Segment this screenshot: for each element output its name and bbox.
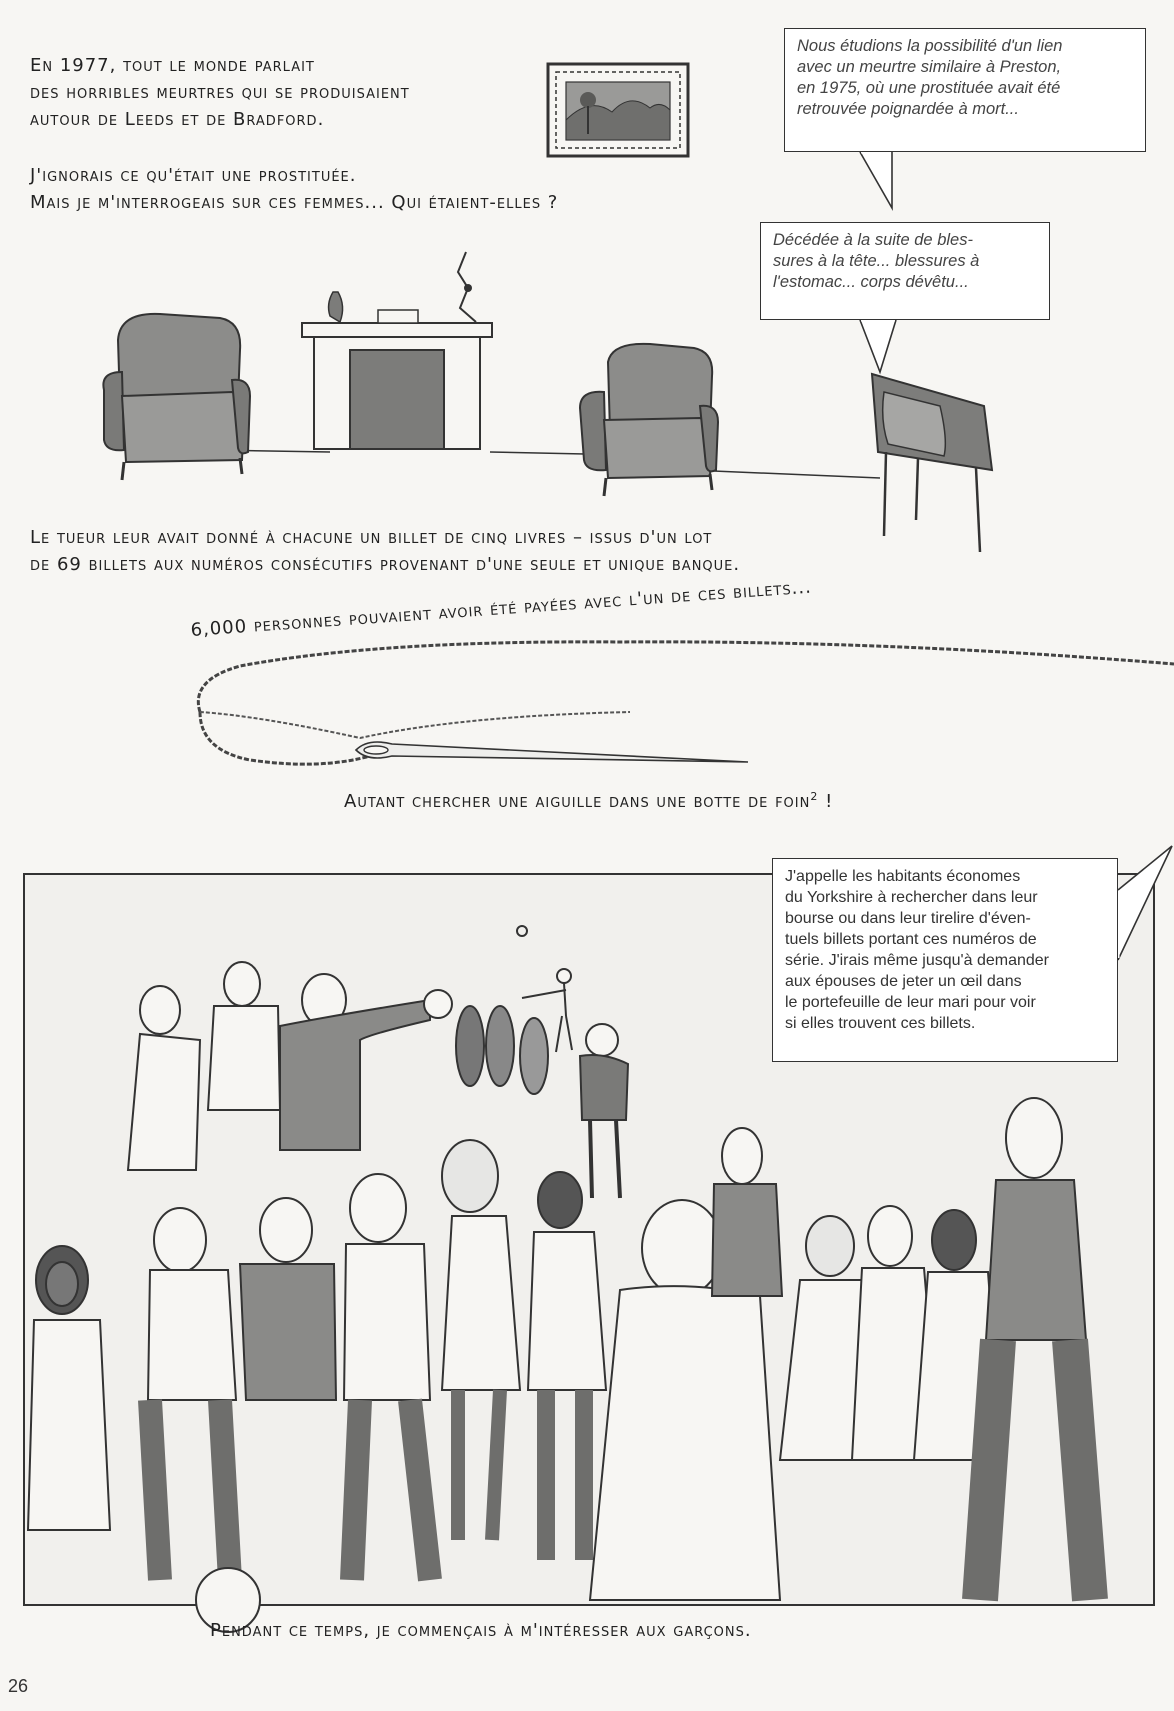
- caption-line: des horribles meurtres qui se produisaient: [30, 82, 410, 103]
- speech-bubble-tv: [760, 222, 1050, 320]
- bubble-line: J'appelle les habitants économes: [785, 868, 1021, 885]
- thread-icon: [198, 642, 1174, 764]
- bubble-line: série. J'irais même jusqu'à demander: [785, 952, 1049, 969]
- speech-bubble-appeal: [772, 858, 1118, 1062]
- bubble-line: du Yorkshire à rechercher dans leur: [785, 889, 1038, 906]
- arc-caption: 6,000 personnes pouvaient avoir été payées avec l'un de ces billets...: [190, 576, 813, 641]
- bubble-line: Nous étudions la possibilité d'un lien: [797, 37, 1063, 55]
- banknote-caption: [30, 524, 740, 578]
- caption-line: Mais je m'interrogeais sur ces femmes... Qui étaient-elles ?: [30, 192, 559, 213]
- bubble-tail: [860, 152, 892, 208]
- needle-icon: [356, 742, 748, 762]
- speech-bubble-investigation: [784, 28, 1146, 152]
- television-icon: [872, 374, 992, 552]
- armchair-icon: [103, 314, 250, 480]
- bubble-line: le portefeuille de leur mari pour voir: [785, 994, 1036, 1011]
- bubble-line: si elles trouvent ces billets.: [785, 1015, 976, 1032]
- bubble-line: aux épouses de jeter un œil dans: [785, 973, 1022, 990]
- bubble-line: en 1975, où une prostituée avait été: [797, 79, 1061, 97]
- bubble-line: sures à la tête... blessures à: [773, 252, 980, 270]
- intro-caption: [30, 52, 410, 133]
- needle-caption-text: Autant chercher une aiguille dans une botte de foin: [344, 791, 811, 812]
- question-caption: [30, 162, 558, 216]
- bubble-line: avec un meurtre similaire à Preston,: [797, 58, 1062, 76]
- page-number: 26: [8, 1676, 29, 1696]
- floor-line: [214, 450, 880, 478]
- needle-caption: [344, 790, 833, 812]
- caption-line: de 69 billets aux numéros consécutifs provenant d'une seule et unique banque.: [30, 554, 741, 575]
- caption-line: J'ignorais ce qu'était une prostituée.: [30, 165, 357, 186]
- caption-line: Le tueur leur avait donné à chacune un billet de cinq livres – issus d'un lot: [30, 527, 713, 548]
- bubble-tail: [860, 320, 896, 372]
- footnote-mark: 2: [810, 790, 819, 803]
- bubble-line: retrouvée poignardée à mort...: [797, 100, 1019, 118]
- fireplace-icon: [302, 252, 492, 449]
- bubble-line: tuels billets portant ces numéros de: [785, 931, 1037, 948]
- bubble-line: l'estomac... corps dévêtu...: [773, 273, 969, 291]
- needle-caption-end: !: [818, 791, 834, 812]
- bubble-line: Décédée à la suite de bles-: [773, 231, 973, 249]
- bubble-line: bourse ou dans leur tirelire d'éven-: [785, 910, 1031, 927]
- painting-icon: [548, 64, 688, 156]
- armchair-icon: [580, 344, 718, 496]
- final-caption: Pendant ce temps, je commençais à m'intéresser aux garçons.: [210, 1620, 752, 1641]
- caption-line: autour de Leeds et de Bradford.: [30, 109, 325, 130]
- caption-line: En 1977, tout le monde parlait: [30, 55, 315, 76]
